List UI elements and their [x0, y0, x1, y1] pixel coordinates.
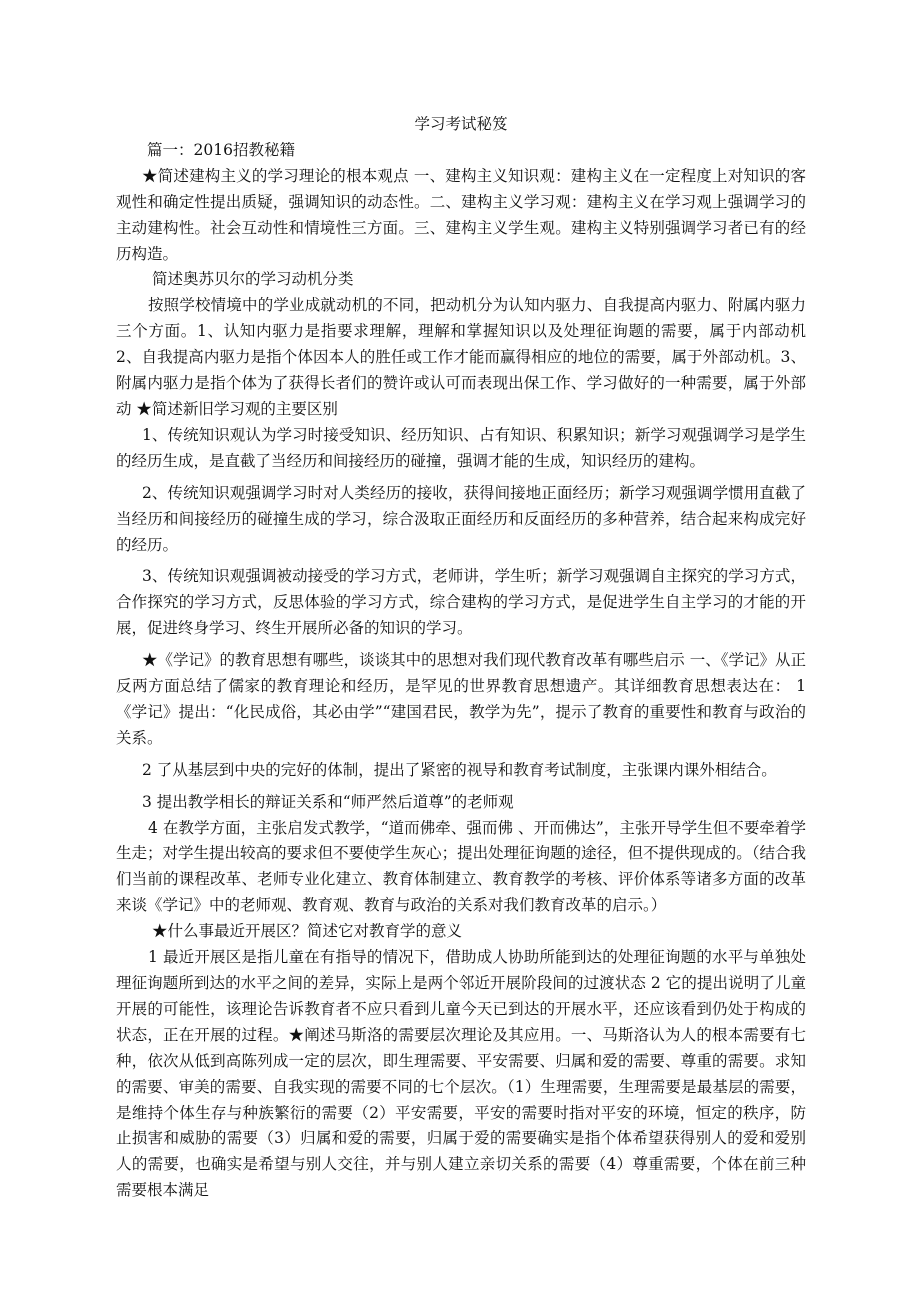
paragraph-learning-view-3: 3、传统知识观强调被动接受的学习方式，老师讲，学生听；新学习观强调自主探究的学习方式，合作探究的学习方式，反思体验的学习方式，综合建构的学习方式，是促进学生自主学习的才能的开展，促进终身学习、终生开展所必备的知识的学习。 — [116, 567, 806, 638]
paragraph-learning-view-1: 1、传统知识观认为学习时接受知识、经历知识、占有知识、积累知识；新学习观强调学习是学生的经历生成，是直截了当经历和间接经历的碰撞，强调才能的生成，知识经历的建构。 — [116, 425, 806, 470]
paragraph-zpd-body: 1 最近开展区是指儿童在有指导的情况下，借助成人协助所能到达的处理征询题的水平与单独处理征询题所到达的水平之间的差异，实际上是两个邻近开展阶段间的过渡状态 2 它的提出说明了儿童开展的可能性，该理论告诉教育者不应只看到儿童今天已到达的开展水平，还应该看到仍处于构成的状态，正在开展的过程。★阐述马斯洛的需要层次理论及其应用。一、马斯洛认为人的根本需要有七种，依次从低到高陈列成一定的层次，即生理需要、平安需要、归属和爱的需要、尊重的需要。求知的需要、审美的需要、自我实现的需要不同的七个层次。（1）生理需要，生理需要是最基层的需要，是维持个体生存与种族繁衍的需要（2）平安需要，平安的需要时指对平安的环境，恒定的秩序，防止损害和威胁的需要（3）归属和爱的需要，归属于爱的需要确实是指个体希望获得别人的爱和爱别人的需要，也确实是希望与别人交往，并与别人建立亲切关系的需要（4）尊重需要，个体在前三种需要根本满足 — [116, 948, 806, 1200]
paragraph-section-heading: 篇一：2016招教秘籍 — [147, 140, 295, 159]
document-title: 学习考试秘笈 — [414, 115, 508, 133]
paragraph-constructivism: ★简述建构主义的学习理论的根本观点 一、建构主义知识观：建构主义在一定程度上对知识的客观性和确定性提出质疑，强调知识的动态性。二、建构主义学习观：建构主义在学习观上强调学习的主动建构性。社会互动性和情境性三方面。三、建构主义学生观。建构主义特别强调学习者已有的经历构造。 — [116, 166, 806, 263]
paragraph-ausubel-body: 按照学校情境中的学业成就动机的不同，把动机分为认知内驱力、自我提高内驱力、附属内驱力三个方面。1、认知内驱力是指要求理解，理解和掌握知识以及处理征询题的需要，属于内部动机 2、自我提高内驱力是指个体因本人的胜任或工作才能而赢得相应的地位的需要，属于外部动机。3、附属内驱力是指个体为了获得长者们的赞许或认可而表现出保工作、学习做好的一种需要，属于外部动 ★简述新旧学习观的主要区别 — [116, 296, 806, 418]
document-page — [116, 112, 806, 1204]
paragraph-zpd-heading: ★什么事最近开展区？简述它对教育学的意义 — [152, 922, 463, 941]
paragraph-xueji-2: 2 了从基层到中央的完好的体制，提出了紧密的视导和教育考试制度，主张课内课外相结合。 — [142, 760, 777, 779]
paragraph-xueji: ★《学记》的教育思想有哪些，谈谈其中的思想对我们现代教育改革有哪些启示 一、《学记》从正反两方面总结了儒家的教育理论和经历，是罕见的世界教育思想遗产。其详细教育思想表达在： 1《学记》提出：“化民成俗，其必由学”“建国君民，教学为先”，提示了教育的重要性和教育与政治的关系。 — [116, 651, 806, 747]
paragraph-xueji-4: 4 在教学方面，主张启发式教学，“道而佛牵、强而佛 、开而佛达”，主张开导学生但不要牵着学生走；对学生提出较高的要求但不要使学生灰心；提出处理征询题的途径，但不提供现成的。（结合我们当前的课程改革、老师专业化建立、教育体制建立、教育教学的考核、评价体系等诸多方面的改革来谈《学记》中的老师观、教育观、教育与政治的关系对我们教育改革的启示。） — [116, 818, 806, 915]
paragraph-ausubel-heading: 简述奥苏贝尔的学习动机分类 — [152, 270, 354, 289]
paragraph-learning-view-2: 2、传统知识观强调学习时对人类经历的接收，获得间接地正面经历；新学习观强调学惯用直截了当经历和间接经历的碰撞生成的学习，综合汲取正面经历和反面经历的多种营养，结合起来构成完好的经历。 — [116, 483, 806, 554]
paragraph-xueji-3: 3 提出教学相长的辩证关系和“师严然后道尊”的老师观 — [142, 792, 514, 811]
